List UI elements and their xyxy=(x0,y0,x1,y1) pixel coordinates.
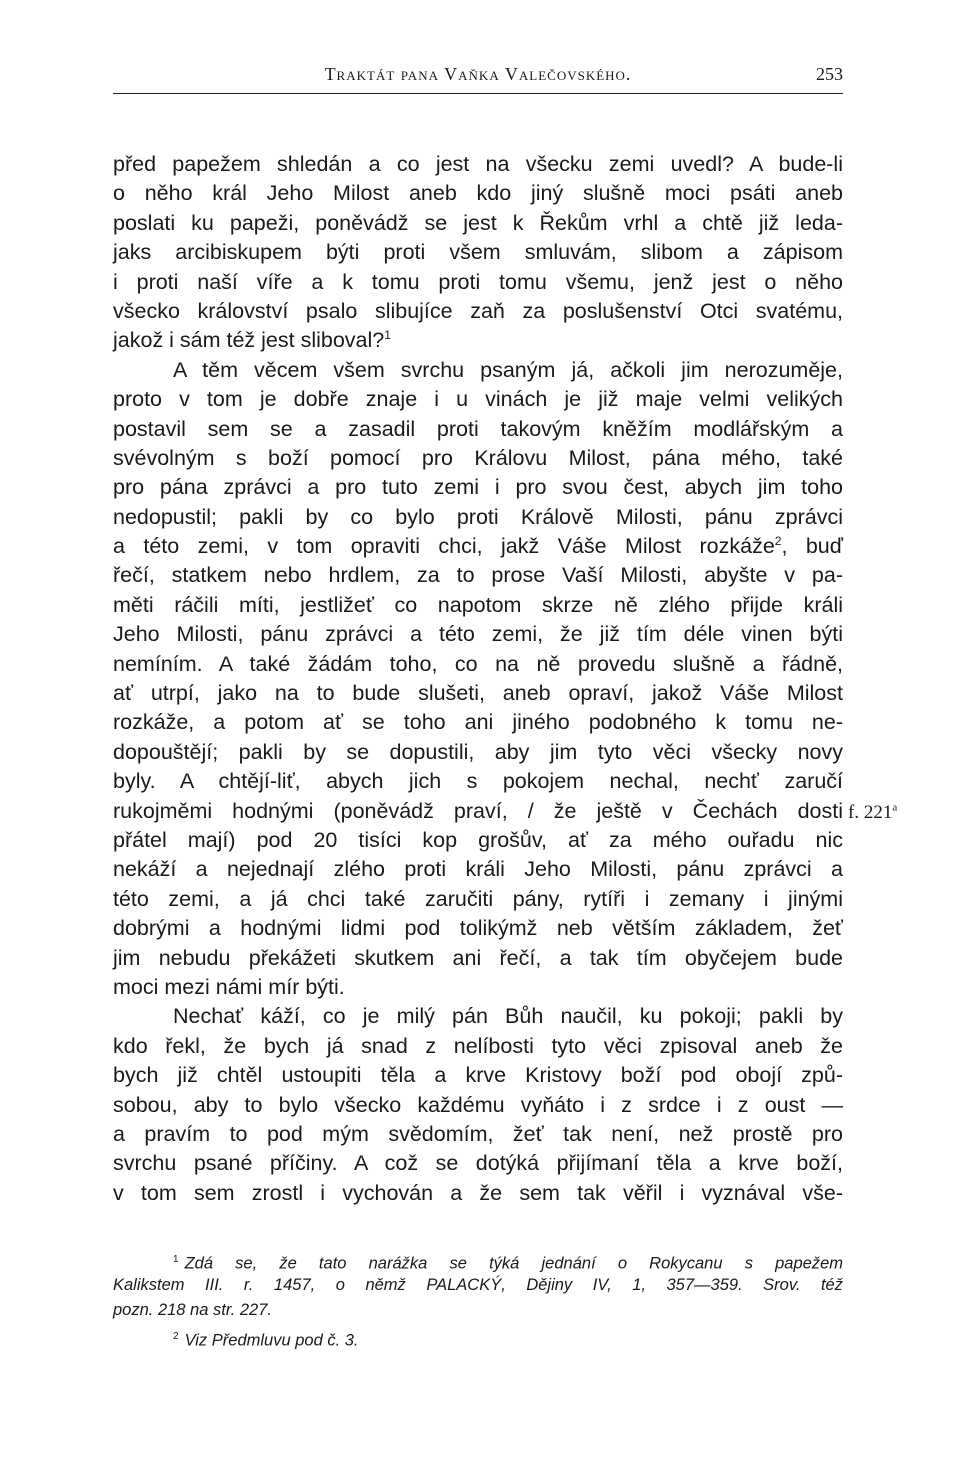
text-line: rozkáže, a potom ať se toho ani jiného podobného k tomu ne- xyxy=(113,710,843,735)
text-line: proto v tom je dobře znaje i u vinách je již maje velmi velikých xyxy=(113,387,843,412)
text-line: nedopustil; pakli by co bylo proti Královĕ Milosti, pánu zprávci xyxy=(113,504,843,529)
text-line: této zemi, a já chci také zaručiti pány, rytíři i zemany i jinými xyxy=(113,886,843,911)
text-line: i proti naší víře a k tomu proti tomu všemu, jenž jest o něho xyxy=(113,269,843,294)
text-line-content: jakož i sám též jest sliboval? xyxy=(113,328,385,353)
page-number: 253 xyxy=(816,64,843,84)
text-line: rukojměmi hodnými (poněvádž praví, / že ještě v Čechách dosti xyxy=(113,798,843,823)
folio-side: a xyxy=(892,801,898,814)
footnote-ref: 1 xyxy=(384,328,391,343)
footnote-2-line xyxy=(113,1324,843,1350)
text-line: v tom sem zrostl i vychován a že sem tak věřil i vyznával vše- xyxy=(113,1180,843,1205)
footnote-1-line: pozn. 218 na str. 227. xyxy=(113,1301,272,1319)
main-text xyxy=(113,150,843,1208)
text-line: bych již chtěl ustoupiti těla a krve Kristovy boží pod obojí způ- xyxy=(113,1063,843,1088)
footnote-text: Zdá se, že tato narážka se týká jednání o Rokycanu s papežem xyxy=(184,1254,843,1273)
text-line: sobou, aby to bylo všecko každému vyňáto i z srdce i z oust — xyxy=(113,1092,843,1117)
footnote-1-line xyxy=(113,1247,843,1273)
text-line: moci mezi námi mír býti. xyxy=(113,974,345,999)
text-line: pro pána zprávci a pro tuto zemi i pro svou čest, abych jim toho xyxy=(113,475,843,500)
text-line: dobrými a hodnými lidmi pod tolikýmž neb větším základem, žeť xyxy=(113,916,843,941)
footnote-text: Viz Předmluvu pod č. 3. xyxy=(184,1331,359,1349)
footnote-mark: 2 xyxy=(173,1330,179,1342)
text-line xyxy=(113,326,843,355)
text-line: svévolným s boží pomocí pro Královu Milost, pána mého, také xyxy=(113,445,843,470)
footnote-mark: 1 xyxy=(173,1254,179,1265)
text-line-suffix: , buď xyxy=(781,534,843,559)
text-line xyxy=(113,532,843,561)
footnote-1-line: Kalikstem III. r. 1457, o němž PALACKÝ, Dějiny IV, 1, 357—359. Srov. též xyxy=(113,1275,843,1294)
text-line: byly. A chtějí-liť, abych jich s pokojem nechal, nechť zaručí xyxy=(113,769,843,794)
running-title: Traktát pana Vaňka Valečovského. xyxy=(324,64,632,84)
text-line: Nechať káží, co je milý pán Bůh naučil, ku pokoji; pakli by xyxy=(173,1004,843,1029)
text-line: A těm věcem všem svrchu psaným já, ačkoli jim nerozuměje, xyxy=(173,357,843,382)
text-line: ať utrpí, jako na to bude slušeti, aneb opraví, jakož Váše Milost xyxy=(113,681,843,706)
text-line: dopouštějí; pakli by se dopustili, aby jim tyto věci všecky novy xyxy=(113,739,843,764)
folio-marginal-note xyxy=(848,802,897,824)
text-line: o něho král Jeho Milost aneb kdo jiný slušně moci psáti aneb xyxy=(113,181,843,206)
text-line: Jeho Milosti, pánu zprávci a této zemi, že již tím déle vinen býti xyxy=(113,622,843,647)
text-line: nemíním. A také žádám toho, co na ně provedu slušně a řádně, xyxy=(113,651,843,676)
text-line: kdo řekl, že bych já snad z nelíbosti tyto věci zpisoval aneb že xyxy=(113,1033,843,1058)
text-line: měti ráčili míti, jestližeť co napotom skrze ně zlého přijde králi xyxy=(113,592,843,617)
text-line: jim nebudu překážeti skutkem ani řečí, a tak tím obyčejem bude xyxy=(113,945,843,970)
text-line: nekáží a nejednají zlého proti králi Jeho Milosti, pánu zprávci a xyxy=(113,857,843,882)
text-line: postavil sem se a zasadil proti takovým kněžím modlářským a xyxy=(113,416,843,441)
text-line: poslati ku papeži, poněvádž se jest k Řekům vrhl a chtě již leda- xyxy=(113,210,843,235)
running-header xyxy=(113,64,843,94)
text-line: svrchu psané příčiny. A což se dotýká přijímaní těla a krve boží, xyxy=(113,1151,843,1176)
text-line: všecko království psalo slibujíce zaň za poslušenství Otci svatému, xyxy=(113,298,843,323)
text-line-content: a této zemi, v tom opraviti chci, jakž Váše Milost rozkáže xyxy=(113,534,775,559)
footnotes xyxy=(113,1247,843,1349)
text-line: přátel mají) pod 20 tisíci kop grošův, ať za mého ouřadu nic xyxy=(113,827,843,852)
text-line: řečí, statkem nebo hrdlem, za to prose Vaší Milosti, abyšte v pa- xyxy=(113,563,843,588)
text-line: před papežem shledán a co jest na všecku zemi uvedl? A bude-li xyxy=(113,152,843,176)
text-line: a pravím to pod mým svědomím, žeť tak není, než prostě pro xyxy=(113,1121,843,1146)
header-rule xyxy=(113,93,843,94)
footnote-ref: 2 xyxy=(774,533,782,548)
text-line: jaks arcibiskupem býti proti všem smluvám, slibom a zápisom xyxy=(113,240,843,265)
folio-number: f. 221 xyxy=(848,802,893,823)
